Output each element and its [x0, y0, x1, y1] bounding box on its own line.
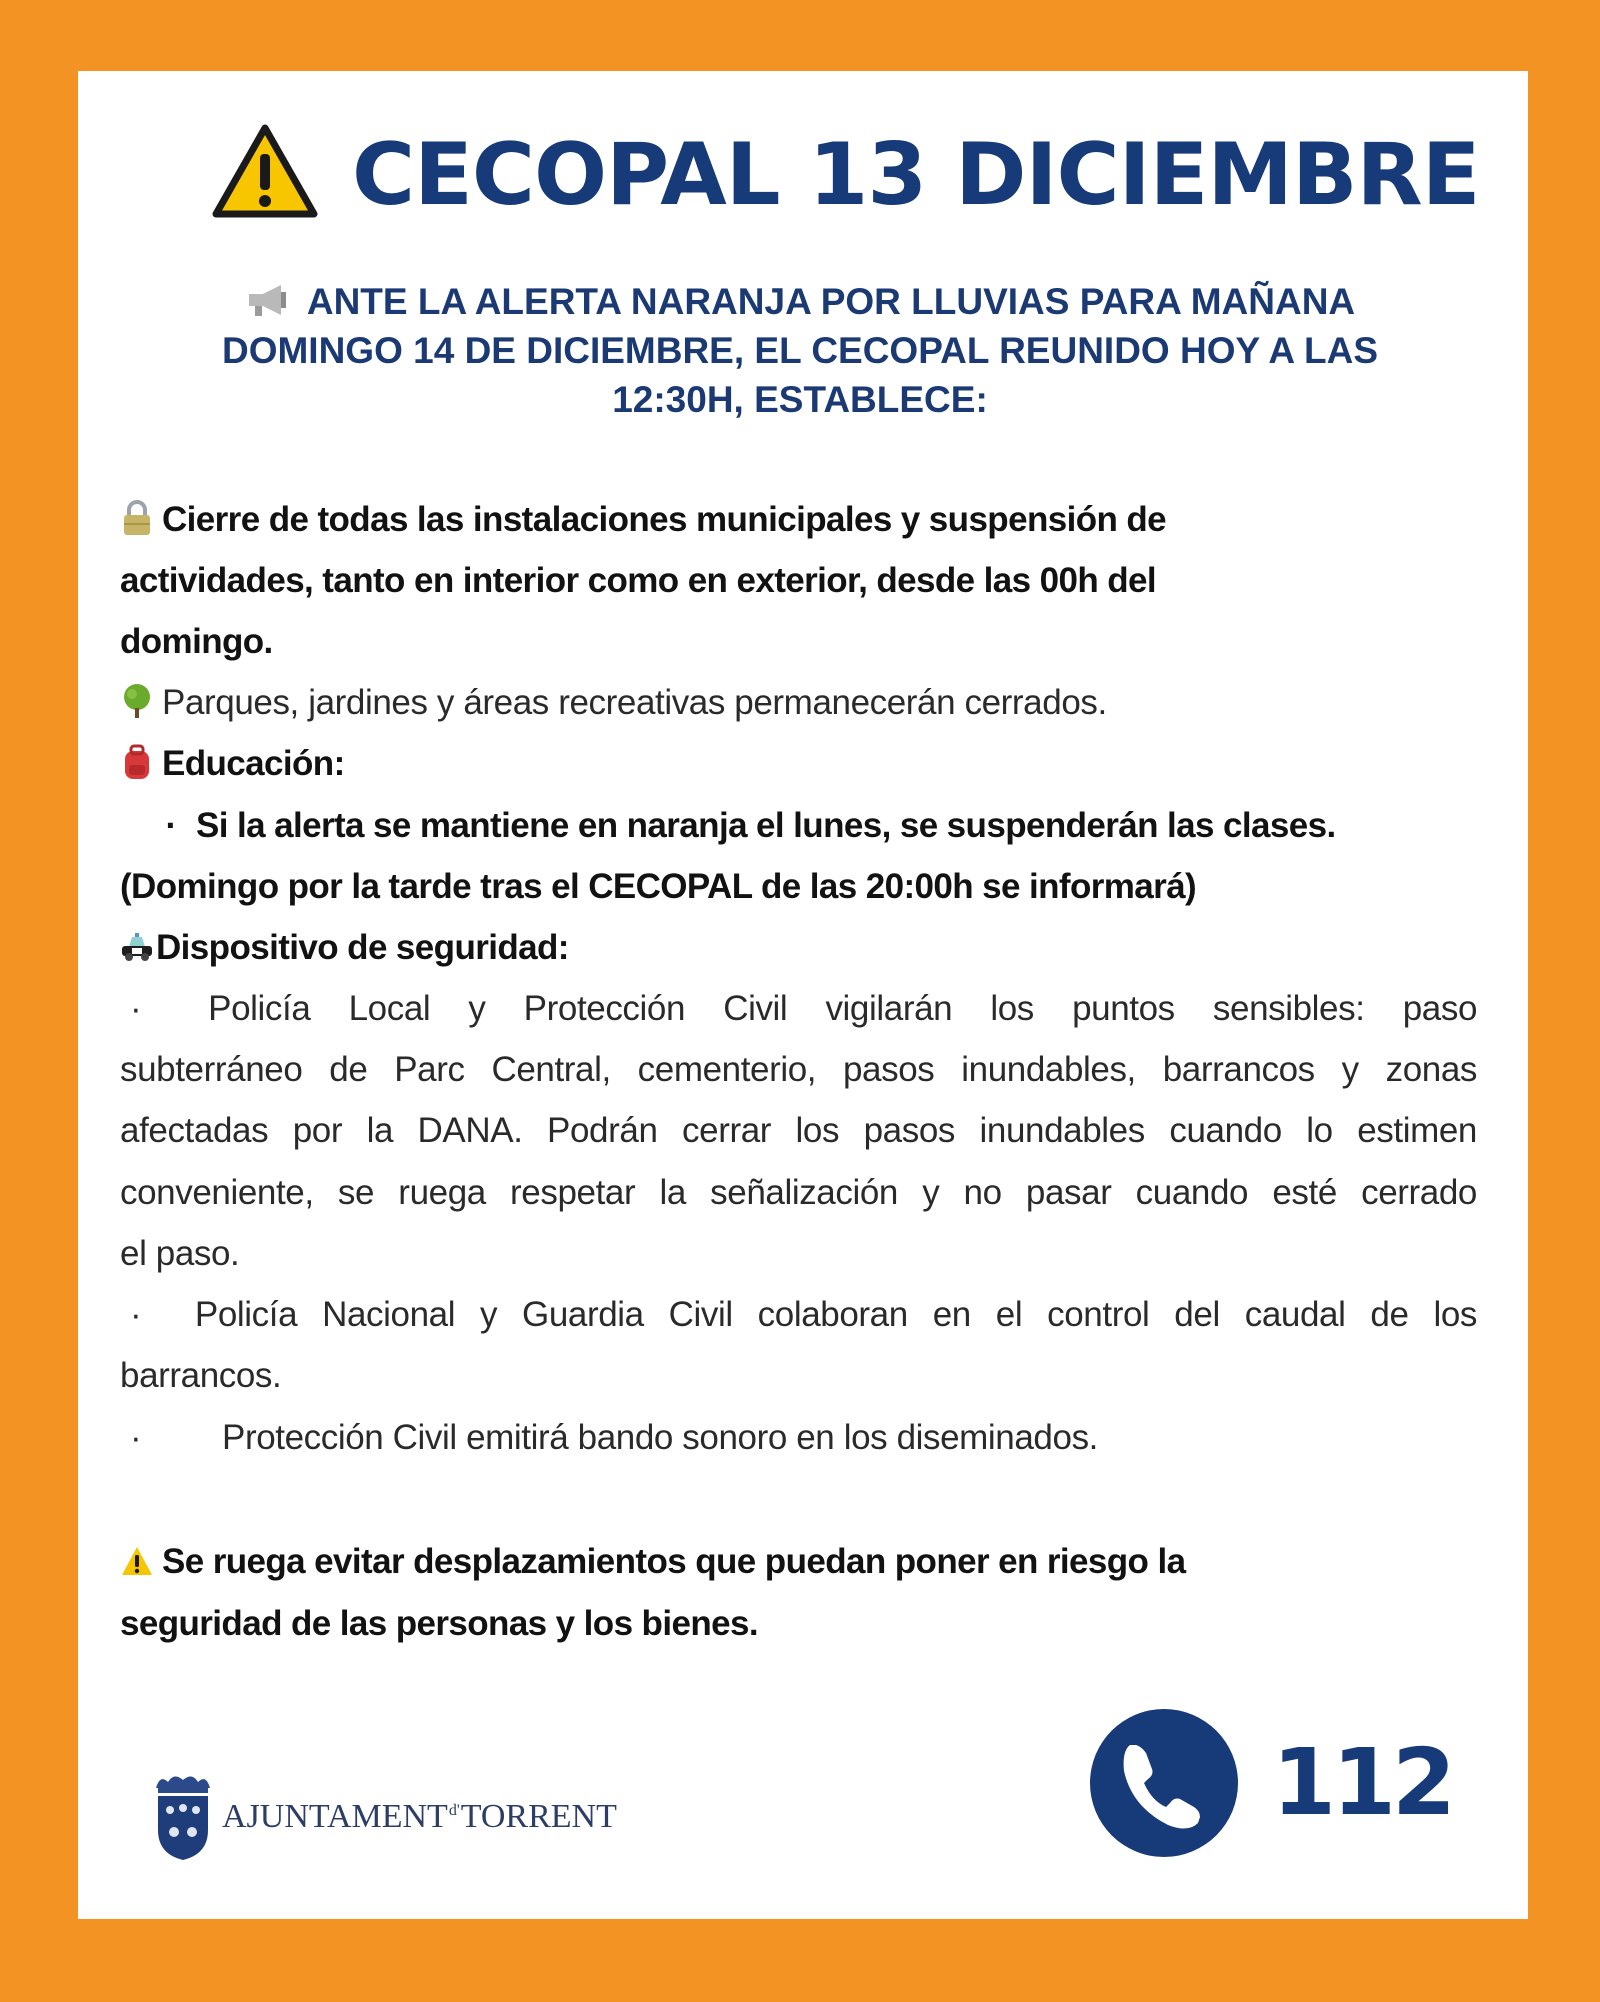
security-bullet-2-line-1: · Policía Nacional y Guardia Civil colaboran en el control del caudal de los [120, 1290, 1477, 1340]
emergency-contact [1088, 1707, 1453, 1859]
lock-icon [120, 499, 154, 537]
subtitle-text-1: ANTE LA ALERTA NARANJA POR LLUVIAS PARA MAÑANA [306, 281, 1356, 322]
subtitle-line-1 [0, 277, 1600, 326]
bullet: · [165, 806, 177, 845]
bullet: · [130, 1418, 142, 1457]
emergency-number: 112 [1272, 1729, 1453, 1836]
closure-line-1: Cierre de todas las instalaciones municipales y suspensión de [120, 495, 1166, 545]
warning-icon [120, 1541, 154, 1579]
subtitle-line-2: DOMINGO 14 DE DICIEMBRE, EL CECOPAL REUNIDO HOY A LAS [221, 330, 1379, 371]
closure-line-2: actividades, tanto en interior como en exterior, desde las 00h del [120, 561, 1157, 600]
security-heading: Dispositivo de seguridad: [120, 923, 569, 973]
warning-line-2: seguridad de las personas y los bienes. [120, 1604, 758, 1643]
security-bullet-1-line-1: · Policía Local y Protección Civil vigilarán los puntos sensibles: paso [120, 984, 1477, 1034]
logo-text: $AJUNTAMENT^{d'}TORRENT$ [222, 1798, 617, 1835]
security-bullet-1-line-4: conveniente, se ruega respetar la señalización y no pasar cuando esté cerrado [120, 1173, 1477, 1212]
header [0, 120, 1600, 230]
education-note: (Domingo por la tarde tras el CECOPAL de las 20:00h se informará) [120, 867, 1197, 906]
bullet: · [130, 989, 142, 1028]
coat-of-arms-icon [150, 1770, 216, 1862]
closure-line-3: domingo. [120, 622, 273, 661]
subtitle-line-3: 12:30H, ESTABLECE: [612, 379, 988, 420]
ajuntament-logo [150, 1770, 617, 1862]
phone-icon [1088, 1707, 1240, 1859]
education-heading: Educación: [120, 739, 345, 789]
parks-line: Parques, jardines y áreas recreativas permanecerán cerrados. [120, 678, 1107, 728]
megaphone-icon [245, 282, 289, 318]
education-bullet: · Si la alerta se mantiene en naranja el lunes, se suspenderán las clases. [146, 801, 1336, 851]
security-bullet-2-line-2: barrancos. [120, 1356, 282, 1395]
warning-icon [210, 122, 320, 222]
police-car-icon [120, 927, 154, 965]
security-bullet-1-line-2: subterráneo de Parc Central, cementerio, pasos inundables, barrancos y zonas [120, 1050, 1477, 1089]
security-bullet-1-line-3: afectadas por la DANA. Podrán cerrar los pasos inundables cuando lo estimen [120, 1111, 1477, 1150]
security-bullet-3: · Protección Civil emitirá bando sonoro en los diseminados. [130, 1413, 1098, 1463]
warning-line-1: Se ruega evitar desplazamientos que puedan poner en riesgo la [120, 1537, 1185, 1587]
backpack-icon [120, 743, 154, 781]
security-bullet-1-line-5: el paso. [120, 1234, 240, 1273]
tree-icon [120, 682, 154, 720]
bullet: · [130, 1295, 142, 1334]
page-title: CECOPAL 13 DICIEMBRE [352, 125, 1480, 225]
